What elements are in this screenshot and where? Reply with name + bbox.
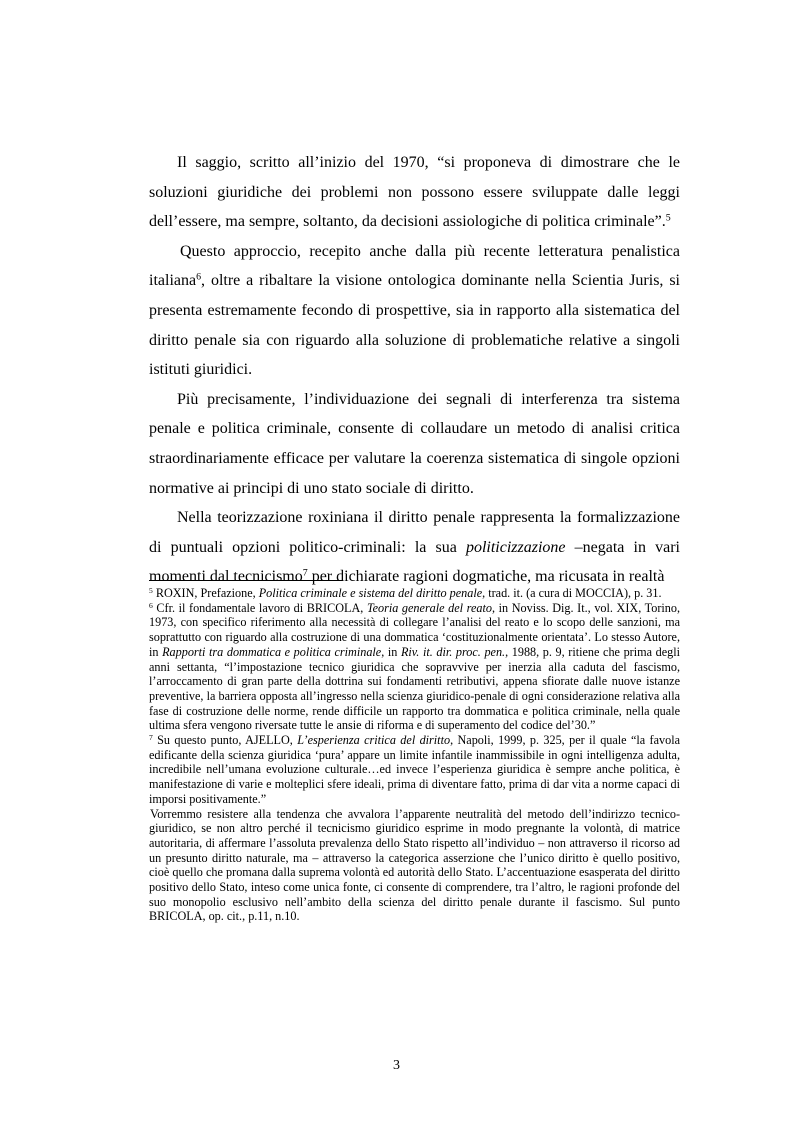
- footnote-ref-7[interactable]: 7: [302, 567, 308, 579]
- italic-term: politicizzazione: [465, 538, 566, 556]
- footnote-7-title: L’esperienza critica del diritto: [297, 733, 451, 748]
- main-text: [149, 148, 680, 592]
- footnote-number-7: 7: [149, 732, 153, 742]
- footnote-6: $^6$ Cfr. il fondamentale lavoro di BRICOLA, Teoria generale del reato, in Noviss. Dig. It., vol. XIX, Torino, 1973, con specifico riferimento alla necessità di collegare l’analisi del reato e lo scopo delle sanzioni, ma soprattutto con riguardo alla costruzione di una dommatica ‘costituzionalmente orientata’. Lo stesso Autore, in Rapporti tra dommatica e politica criminale, in Riv. it. dir. proc. pen., 1988, p. 9, ritiene che prima degli anni settanta, “l’impostazione tecnico giuridica che sopravvive per inerzia alla caduta del fascismo, l’arroccamento di gran parte della dottrina sui fondamenti retributivi, appena sfiorate dalle nuove istanze preventive, la barriera opposta all’ingresso nella scienza giuridico-penale di ogni considerazione relativa alla fase di costruzione delle norme, rende difficile un rapporto tra dommatica e politica criminale, nella quale ultima sfera vengono riversate tutte le ansie di riforma e di superamento del codice del’30.”: [149, 600, 681, 733]
- footnote-ref-5[interactable]: 5: [665, 212, 671, 224]
- footnote-ref-6[interactable]: 6: [196, 271, 202, 283]
- paragraph-2: Questo approccio, recepito anche dalla più recente letteratura penalistica italiana$^6$, oltre a ribaltare la visione ontologica dominante nella Scientia Juris, si presenta estremamente fecondo di prospettive, sia in rapporto alla sistematica del diritto penale sia con riguardo alla soluzione di problematiche relative a singoli istituti giuridici.: [149, 242, 680, 379]
- footnote-number-5: 5: [149, 585, 153, 595]
- footnote-7: $^7$ Su questo punto, AJELLO, L’esperienza critica del diritto, Napoli, 1999, p. 325, per il quale “la favola edificante della scienza giuridica ‘pura’ appare un limite infantile inammissibile in ogni intelligenza adulta, incredibile nell’umana evoluzione culturale…ed invece l’esperienza giuridica è sempre anche politica, è manifestazione di varie e molteplici sfere ideali, prima di diventare fatto, prima di dar vita a norme capaci di imporsi positivamente.”: [149, 732, 680, 806]
- paragraph-1: Il saggio, scritto all’inizio del 1970, “si proponeva di dimostrare che le soluzioni giuridiche dei problemi non possono essere sviluppate dalle leggi dell’essere, ma sempre, soltanto, da decisioni assiologiche di politica criminale”.$^5$: [149, 154, 680, 231]
- footnote-6-journal: Riv. it. dir. proc. pen.: [400, 644, 506, 659]
- footnote-5: $^5$ ROXIN, Prefazione, Politica criminale e sistema del diritto penale, trad. it. (a cura di MOCCIA), p. 31.: [149, 585, 662, 600]
- paragraph-3: Più precisamente, l’individuazione dei segnali di interferenza tra sistema penale e politica criminale, consente di collaudare un metodo di analisi critica straordinariamente efficace per valutare la coerenza sistematica di singole opzioni normative ai principi di uno stato sociale di diritto.: [149, 390, 680, 497]
- footnote-number-6: 6: [149, 600, 153, 610]
- footnotes: [149, 586, 680, 924]
- paragraph-4: Nella teorizzazione roxiniana il diritto penale rappresenta la formalizzazione di puntuali opzioni politico-criminali: la sua politicizzazione –negata in vari momenti dal tecnicismo$^7$ per dichiarate ragioni dogmatiche, ma ricusata in realtà: [149, 509, 680, 586]
- footnote-separator: [149, 580, 343, 581]
- footnote-7-continuation: Vorremmo resistere alla tendenza che avvalora l’apparente neutralità del metodo dell’indirizzo tecnico-giuridico, se non altro perché il tecnicismo giuridico esprime in modo pregnante la volontà, di matrice autoritaria, di affermare l’assoluta prevalenza dello Stato rispetto all’individuo – non attraverso il ricorso ad un presunto diritto naturale, ma – attraverso la categorica asserzione che l’unico diritto è quello positivo, cioè quello che promana dalla suprema volontà ed autorità dello Stato. L’accentuazione esasperata del diritto positivo dello Stato, inteso come unica fonte, ci consente di comprendere, tra l’altro, le ragioni profonde del suo monopolio esclusivo nell’ambito della scienza del diritto penale durante il fascismo. Sul punto BRICOLA, op. cit., p.11, n.10.: [149, 806, 680, 924]
- page-number: 3: [393, 1058, 400, 1073]
- footnote-5-title: Politica criminale e sistema del diritto penale: [258, 586, 483, 600]
- footnote-6-title-2: Rapporti tra dommatica e politica criminale: [162, 644, 382, 659]
- footnote-6-title-1: Teoria generale del reato: [366, 600, 492, 615]
